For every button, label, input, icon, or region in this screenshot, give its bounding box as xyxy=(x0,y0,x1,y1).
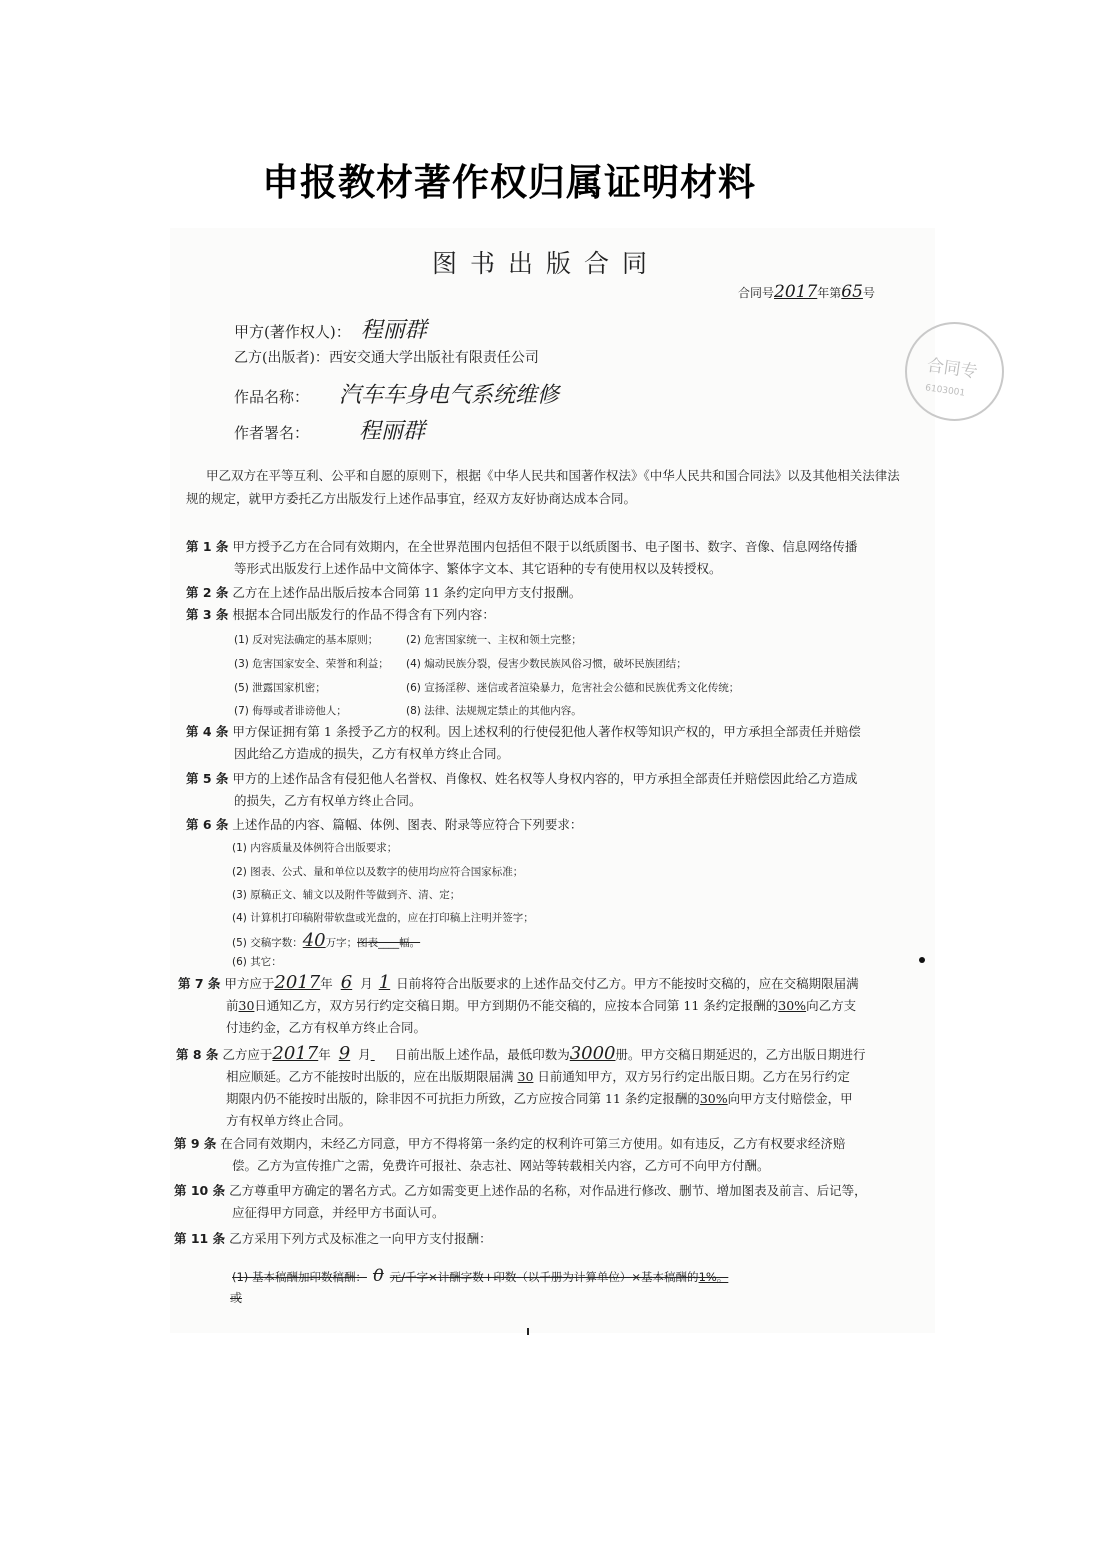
article-label: 第 3 条 xyxy=(186,607,229,622)
party-b-row xyxy=(234,347,539,367)
article-text: 日通知乙方，双方另行约定交稿日期。甲方到期仍不能交稿的，应按本合同第 11 条约定报酬的 xyxy=(254,998,779,1013)
article-6 xyxy=(186,814,910,836)
party-a-value: 程丽群 xyxy=(360,318,427,343)
article-text-cont: 因此给乙方造成的损失，乙方有权单方终止合同。 xyxy=(234,746,510,761)
author-row xyxy=(234,414,425,445)
article-label: 第 8 条 xyxy=(176,1047,219,1062)
article-label: 第 2 条 xyxy=(186,585,229,600)
stamp-code: 6103001 xyxy=(924,383,966,399)
article-3-item: (7) 侮辱或者诽谤他人； xyxy=(234,705,347,717)
deadline-year: 2017 xyxy=(274,972,321,993)
article-text: 甲方保证拥有第 1 条授予乙方的权利。因上述权利的行使侵犯他人著作权等知识产权的，甲方承担全部责任并赔偿 xyxy=(232,724,861,739)
article-text: 日前将符合出版要求的上述作品交付乙方。甲方不能按时交稿的，应在交稿期限届满 xyxy=(396,976,859,991)
year-unit: 年 xyxy=(320,976,333,991)
figures-struck: 图表____幅。 xyxy=(357,937,421,949)
month-unit: 月 xyxy=(358,1047,371,1062)
article-text: 乙方尊重甲方确定的署名方式。乙方如需变更上述作品的名称，对作品进行修改、删节、增加图表及前言、后记等， xyxy=(229,1183,867,1198)
option-label: (1) 基本稿酬加印数稿酬： xyxy=(232,1270,367,1284)
article-6-item: (1) 内容质量及体例符合出版要求； xyxy=(232,842,398,854)
article-text: 甲方的上述作品含有侵犯他人名誉权、肖像权、姓名权等人身权内容的，甲方承担全部责任并赔偿因此给乙方造成 xyxy=(232,771,858,786)
article-text: 方有权单方终止合同。 xyxy=(226,1113,352,1128)
article-11-option-1 xyxy=(232,1266,728,1286)
article-3-item: (6) 宣扬淫秽、迷信或者渲染暴力，危害社会公德和民族优秀文化传统； xyxy=(406,682,740,694)
article-7 xyxy=(178,972,918,1039)
article-6-item-5 xyxy=(232,930,420,951)
contract-number-prefix: 合同号 xyxy=(738,286,775,300)
preamble: 甲乙双方在平等互利、公平和自愿的原则下，根据《中华人民共和国著作权法》《中华人民共和国合同法》以及其他相关法律法规的规定，就甲方委托乙方出版发行上述作品事宜，经双方友好协商达成本合同。 xyxy=(186,468,900,506)
article-6-item: (4) 计算机打印稿附带软盘或光盘的，应在打印稿上注明并签字； xyxy=(232,912,534,924)
article-text: 相应顺延。乙方不能按时出版的，应在出版期限届满 xyxy=(226,1069,514,1084)
article-6-item: (6) 其它： xyxy=(232,956,282,968)
page-title: 申报教材著作权归属证明材料 xyxy=(262,161,756,204)
article-11-or: 或 xyxy=(230,1291,243,1305)
contract-year: 2017 xyxy=(774,282,818,302)
article-3-item: (2) 危害国家统一、主权和领土完整； xyxy=(406,634,582,646)
publish-year: 2017 xyxy=(272,1043,319,1064)
author-value: 程丽群 xyxy=(359,419,426,444)
publish-month: 9 xyxy=(338,1043,351,1064)
article-6-item: (3) 原稿正文、辅文以及附件等做到齐、清、定； xyxy=(232,889,461,901)
article-3-item: (3) 危害国家安全、荣誉和利益； xyxy=(234,658,389,670)
contract-title: 图书出版合同 xyxy=(432,249,661,278)
article-10 xyxy=(174,1180,916,1224)
deadline-month: 6 xyxy=(340,972,353,993)
word-count-value: 40 xyxy=(302,930,326,951)
contract-number-suffix: 号 xyxy=(862,286,875,300)
article-3 xyxy=(186,604,910,626)
article-3-item: (5) 泄露国家机密； xyxy=(234,682,326,694)
word-count-unit: 万字； xyxy=(325,937,358,949)
item-label: (5) 交稿字数： xyxy=(232,937,303,949)
month-unit: 月 xyxy=(360,976,373,991)
article-label: 第 5 条 xyxy=(186,771,229,786)
article-text: 期限内仍不能按时出版的，除非因不可抗拒力所致，乙方应按合同第 11 条约定报酬的 xyxy=(226,1091,700,1106)
article-label: 第 6 条 xyxy=(186,817,229,832)
article-11 xyxy=(174,1228,916,1250)
article-6-item: (2) 图表、公式、量和单位以及数字的使用均应符合国家标准； xyxy=(232,866,524,878)
article-3-item: (4) 煽动民族分裂，侵害少数民族风俗习惯，破坏民族团结； xyxy=(406,658,687,670)
article-text: 日前出版上述作品，最低印数为 xyxy=(394,1047,570,1062)
article-label: 第 7 条 xyxy=(178,976,221,991)
notice-days: 30 xyxy=(517,1069,534,1084)
article-text: 日前通知甲方，双方另行约定出版日期。乙方在另行约定 xyxy=(537,1069,850,1084)
rate-value: 0 xyxy=(372,1266,384,1286)
article-text: 乙方采用下列方式及标准之一向甲方支付报酬： xyxy=(229,1231,492,1246)
article-text-cont: 偿。乙方为宣传推广之需，免费许可报社、杂志社、网站等转载相关内容，乙方可不向甲方付酬。 xyxy=(232,1158,770,1173)
article-3-item: (8) 法律、法规规定禁止的其他内容。 xyxy=(406,705,582,717)
article-1 xyxy=(186,536,910,580)
article-2 xyxy=(186,582,910,604)
article-text: 在合同有效期内，未经乙方同意，甲方不得将第一条约定的权利许可第三方使用。如有违反，乙方有权要求经济赔 xyxy=(220,1136,846,1151)
work-row xyxy=(234,378,559,409)
contract-number xyxy=(738,282,875,302)
penalty-pct: 30% xyxy=(778,998,807,1013)
article-text-cont: 等形式出版发行上述作品中文简体字、繁体字文本、其它语种的专有使用权以及转授权。 xyxy=(234,561,722,576)
article-label: 第 10 条 xyxy=(174,1183,226,1198)
article-text: 付违约金，乙方有权单方终止合同。 xyxy=(226,1020,427,1035)
article-label: 第 4 条 xyxy=(186,724,229,739)
article-label: 第 9 条 xyxy=(174,1136,217,1151)
work-label: 作品名称： xyxy=(234,388,310,406)
scan-mark xyxy=(527,1328,529,1335)
work-value: 汽车车身电气系统维修 xyxy=(339,383,560,408)
article-text: 乙方在上述作品出版后按本合同第 11 条约定向甲方支付报酬。 xyxy=(232,585,582,600)
penalty-pct: 30% xyxy=(699,1091,728,1106)
article-text: 甲方授予乙方在合同有效期内，在全世界范围内包括但不限于以纸质图书、电子图书、数字、音像、信息网络传播 xyxy=(232,539,858,554)
article-4 xyxy=(186,721,910,765)
article-label: 第 1 条 xyxy=(186,539,229,554)
article-9 xyxy=(174,1133,916,1177)
party-b-label: 乙方(出版者)： xyxy=(234,350,329,366)
min-copies: 3000 xyxy=(569,1043,616,1064)
blank xyxy=(371,1047,395,1062)
notice-days: 30 xyxy=(238,998,255,1013)
year-unit: 年 xyxy=(318,1047,331,1062)
article-text: 甲方应于 xyxy=(224,976,275,991)
article-text: 乙方应于 xyxy=(222,1047,273,1062)
article-text: 根据本合同出版发行的作品不得含有下列内容： xyxy=(232,607,495,622)
article-label: 第 11 条 xyxy=(174,1231,226,1246)
article-text: 向乙方支 xyxy=(806,998,857,1013)
article-text: 册。甲方交稿日期延迟的，乙方出版日期进行 xyxy=(615,1047,866,1062)
article-text: 上述作品的内容、篇幅、体例、图表、附录等应符合下列要求： xyxy=(232,817,583,832)
stamp-text: 合同专 xyxy=(925,355,979,383)
article-8 xyxy=(176,1043,918,1132)
contract-number-mid: 年第 xyxy=(817,286,842,300)
party-a-label: 甲方(著作权人)： xyxy=(234,323,351,341)
article-text: 前 xyxy=(226,998,239,1013)
contract-seq: 65 xyxy=(841,282,863,302)
rate-pct: 1%。 xyxy=(698,1270,729,1284)
article-5 xyxy=(186,768,910,812)
contract-stamp xyxy=(905,322,1004,421)
article-text: 向甲方支付赔偿金，甲 xyxy=(727,1091,853,1106)
party-b-value: 西安交通大学出版社有限责任公司 xyxy=(328,350,539,366)
deadline-day: 1 xyxy=(378,972,391,993)
article-text-cont: 应征得甲方同意，并经甲方书面认可。 xyxy=(232,1205,445,1220)
article-text-cont: 的损失，乙方有权单方终止合同。 xyxy=(234,793,422,808)
ink-dot xyxy=(919,957,925,963)
author-label: 作者署名： xyxy=(234,424,310,442)
party-a-row xyxy=(234,313,427,344)
article-3-item: (1) 反对宪法确定的基本原则； xyxy=(234,634,379,646)
option-text: 元/千字×计酬字数+印数（以千册为计算单位）×基本稿酬的 xyxy=(389,1270,699,1284)
